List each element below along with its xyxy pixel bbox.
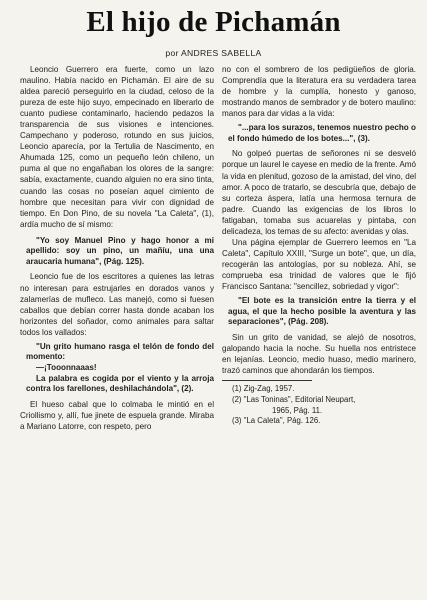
paragraph: No golpeó puertas de señorones ni se desveló porque un laurel le cayese en medio de la frente. Amó la vida en plenitud, gozoso de la amistad, del vino, del amor. A poco de tratarlo, se descubría que, debajo de su corteza áspera, latía una hermosa ternura de padre. Cuando las exigencias de los libros lo fatigaban, tomaba sus acuarelas y pintaba, con delicadeza, los temas de su afecto: avenidas y olas. — [222, 149, 416, 236]
paragraph: Sin un grito de vanidad, se alejó de nosotros, galopando hacia la noche. Su huella nos entristece en lejanías. Leoncio, medio huaso, medio marinero, trazó caminos que ahondarán los tiempos. — [222, 332, 416, 375]
paragraph: Una página ejemplar de Guerrero leemos en "La Caleta", Capítulo XXIII, "Surge un bote", que, un día, recogerán las antologías, por su nobleza. Ahí, se comprueba esa trinidad de valores que le fijó Francisco Santana: "sencillez, sobriedad y vigor": — [222, 237, 416, 291]
block-quote: —¡Tooonnaaas! — [36, 362, 97, 372]
paragraph: Leoncio Guerrero era fuerte, como un lazo maulino. Había nacido en Pichamán. El aire de su aldea pareció perseguirlo en la ciudad, celoso de la pureza de este hijo suyo, empecinado en liberarlo de cuanto pudiese contaminarlo, haciendo pedazos la transparencia de sus visiones e intenciones. Campechano y poderoso, rotundo en sus juicios, Leoncio aparecía, por la Tertulia de Nascimento, en Ahumada 125, como un pequeño león chileno, un puma al que no engañaban los olores de la sangre: sabía, exactamente, cuando alguien no era sino tinta, cuando las cosas no poseían aquel cimiento de hombre que necesitan para vivir con dignidad de tiempo. En Don Pino, de su novela "La Caleta", (1), ardía mucho de sí mismo: — [20, 65, 214, 229]
block-quote: La palabra es cogida por el viento y la arroja contra los farellones, deshilachándola", (2). — [26, 373, 214, 394]
article-byline: por ANDRES SABELLA — [165, 48, 262, 58]
article-title: El hijo de Pichamán — [86, 6, 341, 38]
paragraph: Leoncio fue de los escritores a quienes las letras no interesan para estrujarles en dorados vanos y zalamerías de mufleco. Las manejó, como si fuesen caballos que debían correr hasta donde acaban los horizontes del soñador, como animales para saltar todos los vallados: — [20, 272, 214, 337]
footnote: (1) Zig-Zag, 1957. — [232, 384, 295, 393]
right-column — [222, 64, 416, 427]
block-quote: "Un grito humano rasga el telón de fondo del momento: — [26, 341, 214, 362]
block-quote: "Yo soy Manuel Pino y hago honor a mi apellido: soy un pino, un mañíu, una una araucaria humana", (Pág. 125). — [26, 235, 214, 266]
block-quote: "...para los surazos, tenemos nuestro pecho o el fondo húmedo de los botes...", (3). — [228, 123, 416, 143]
footnote-line: 1965, Pág. 11. — [272, 405, 323, 415]
paragraph: El hueso cabal que lo colmaba le mintió en el Criollismo y, allí, fue jinete de espuela grande. Miraba a Mariano Latorre, con respeto, pero — [20, 399, 214, 431]
block-quote: "El bote es la transición entre la tierra y el agua, el que la hecho posible la aventura y las separaciones", (Pág. 208). — [228, 296, 416, 327]
footnote-line: (2) "Las Toninas", Editorial Neupart, — [232, 394, 356, 404]
left-column — [20, 64, 214, 432]
footnote — [222, 395, 416, 417]
footnote: (3) "La Caleta", Pág. 126. — [232, 416, 321, 426]
paragraph: no con el sombrero de los pedigüeños de gloria. Comprendía que la literatura era su verdadera tarea de hombre y la cumplía, honesto y ganoso, mostrando manos de sembrador y de botero maulino: manos para dar vidas a la vida: — [222, 65, 416, 119]
footnote-divider — [222, 380, 312, 381]
